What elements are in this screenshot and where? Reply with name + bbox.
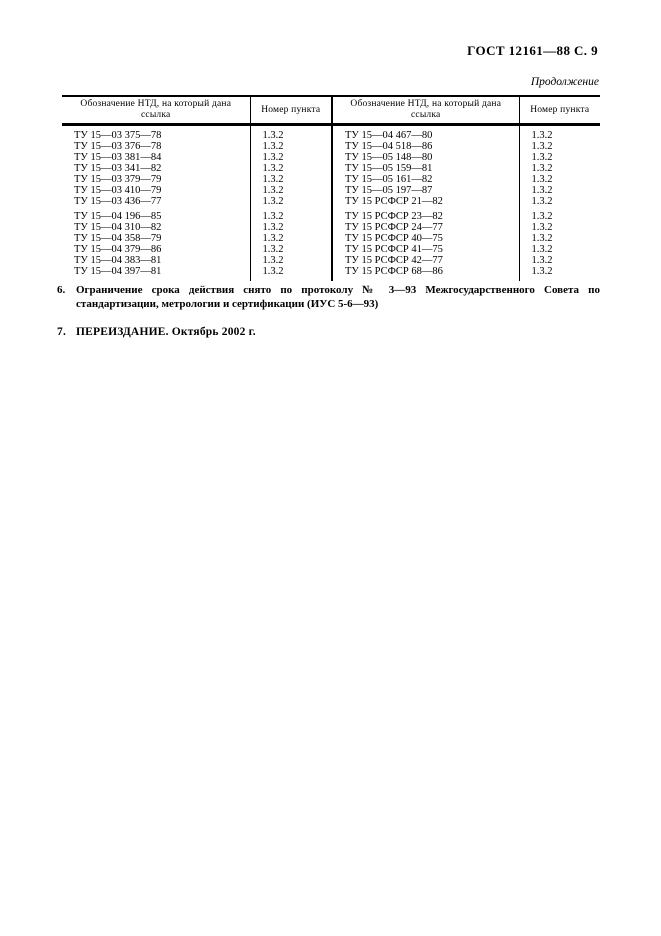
clause-cell-right: 1.3.2 [519, 124, 600, 141]
table-header [62, 96, 600, 124]
ref-cell-right: ТУ 15—04 467—80 [332, 124, 519, 141]
ref-cell-right: ТУ 15 РСФСР 23—82 [332, 208, 519, 222]
clause-cell-right: 1.3.2 [519, 255, 600, 266]
ref-cell-right: ТУ 15 РСФСР 68—86 [332, 266, 519, 280]
clause-cell-right: 1.3.2 [519, 208, 600, 222]
paragraph-6-line2: стандартизации, метрологии и сертификации (ИУС 5-6—93) [76, 297, 379, 310]
table-row [62, 222, 600, 233]
ref-cell-left: ТУ 15—04 196—85 [74, 210, 162, 222]
table-row [62, 233, 600, 244]
clause-cell-right: 1.3.2 [519, 141, 600, 152]
ref-cell-right: ТУ 15—05 148—80 [332, 152, 519, 163]
clause-cell-right: 1.3.2 [519, 152, 600, 163]
clause-cell-left: 1.3.2 [250, 152, 332, 163]
clause-cell-left: 1.3.2 [250, 196, 332, 207]
table-row [62, 163, 600, 174]
table-row [62, 266, 600, 280]
clause-cell-left: 1.3.2 [250, 141, 332, 152]
ref-cell-right: ТУ 15 РСФСР 40—75 [332, 233, 519, 244]
ref-cell-left: ТУ 15—03 379—79 [74, 174, 162, 186]
clause-cell-left: 1.3.2 [250, 208, 332, 222]
ref-cell-left: ТУ 15—03 341—82 [74, 162, 162, 174]
paragraph-7-number: 7. [57, 326, 67, 338]
table-header-row [62, 96, 600, 124]
paragraph-6 [57, 284, 600, 311]
clause-cell-left: 1.3.2 [250, 222, 332, 233]
paragraph-6-number: 6. [57, 284, 66, 296]
ref-cell-right: ТУ 15—05 197—87 [332, 185, 519, 196]
ref-cell-left: ТУ 15—03 381—84 [74, 151, 162, 163]
table-row [62, 185, 600, 196]
table-row [62, 152, 600, 163]
ref-cell-left: ТУ 15—04 397—81 [74, 266, 162, 278]
table-row [62, 141, 600, 152]
page-title: ГОСТ 12161—88 С. 9 [467, 43, 598, 58]
column-header-ref-left: Обозначение НТД, на который дана ссылка [62, 96, 250, 124]
ref-cell-left: ТУ 15—03 410—79 [74, 185, 162, 197]
table-body [62, 124, 600, 281]
clause-cell-left: 1.3.2 [250, 185, 332, 196]
ref-cell-right: ТУ 15—05 159—81 [332, 163, 519, 174]
clause-cell-right: 1.3.2 [519, 233, 600, 244]
clause-cell-right: 1.3.2 [519, 196, 600, 207]
ref-cell-left: ТУ 15—03 375—78 [74, 129, 162, 141]
clause-cell-left: 1.3.2 [250, 163, 332, 174]
clause-cell-right: 1.3.2 [519, 244, 600, 255]
paragraph-7-text: ПЕРЕИЗДАНИЕ. Октябрь 2002 г. [76, 326, 256, 338]
clause-cell-left: 1.3.2 [250, 233, 332, 244]
ref-cell-right: ТУ 15 РСФСР 21—82 [332, 196, 519, 207]
column-header-clause-right: Номер пункта [519, 96, 600, 124]
ref-cell-left: ТУ 15—04 383—81 [74, 255, 162, 267]
clause-cell-left: 1.3.2 [250, 266, 332, 280]
ref-cell-right: ТУ 15 РСФСР 24—77 [332, 222, 519, 233]
clause-cell-left: 1.3.2 [250, 244, 332, 255]
ref-cell-right: ТУ 15 РСФСР 42—77 [332, 255, 519, 266]
table-row [62, 174, 600, 185]
ref-cell-left: ТУ 15—04 379—86 [74, 244, 162, 256]
ref-cell-right: ТУ 15 РСФСР 41—75 [332, 244, 519, 255]
ref-cell-left: ТУ 15—03 376—78 [74, 140, 162, 152]
clause-cell-right: 1.3.2 [519, 185, 600, 196]
column-header-clause-left: Номер пункта [250, 96, 332, 124]
clause-cell-left: 1.3.2 [250, 174, 332, 185]
clause-cell-right: 1.3.2 [519, 266, 600, 280]
ref-cell-left: ТУ 15—04 358—79 [74, 232, 162, 244]
table-row [62, 196, 600, 207]
table-row [62, 208, 600, 222]
paragraph-6-line1: Ограничение срока действия снято по протоколу № 3—93 Межгосударственного Совета по [76, 284, 600, 296]
ref-cell-left: ТУ 15—03 436—77 [74, 196, 162, 208]
table-row [62, 244, 600, 255]
clause-cell-left: 1.3.2 [250, 124, 332, 141]
clause-cell-right: 1.3.2 [519, 163, 600, 174]
clause-cell-left: 1.3.2 [250, 255, 332, 266]
ref-cell-right: ТУ 15—04 518—86 [332, 141, 519, 152]
column-header-ref-right: Обозначение НТД, на который дана ссылка [332, 96, 519, 124]
reference-table [62, 95, 600, 281]
continuation-label: Продолжение [530, 76, 599, 88]
clause-cell-right: 1.3.2 [519, 222, 600, 233]
table-row [62, 124, 600, 141]
ref-cell-right: ТУ 15—05 161—82 [332, 174, 519, 185]
paragraph-7 [57, 326, 600, 338]
ref-cell-left: ТУ 15—04 310—82 [74, 221, 162, 233]
clause-cell-right: 1.3.2 [519, 174, 600, 185]
table-row [62, 255, 600, 266]
